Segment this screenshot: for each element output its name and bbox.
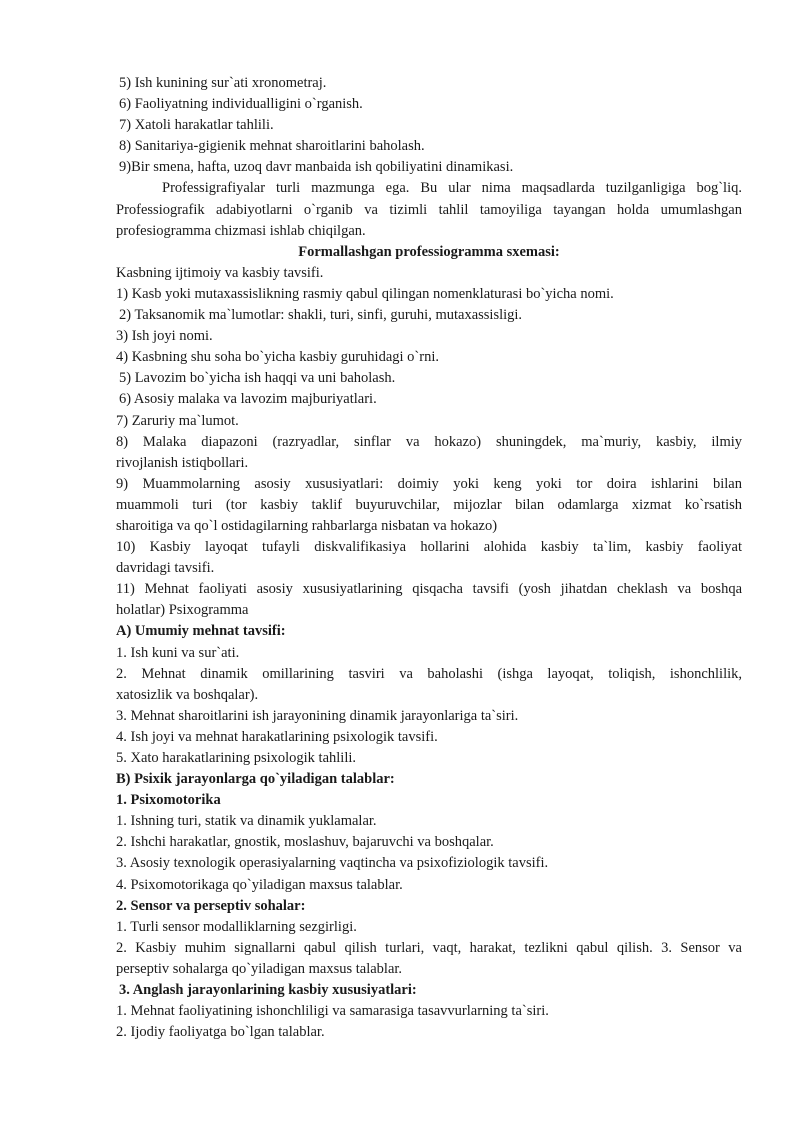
text-line: Professigrafiyalar turli mazmunga ega. Bu ular nima maqsadlarda tuzilganligiga bog`liq. <box>162 180 742 197</box>
text-line: 10) Kasbiy layoqat tufayli diskvalifikasiya hollarini alohida kasbiy ta`lim, kasbiy faoliyat <box>116 539 742 556</box>
text-line: 1. Psixomotorika <box>116 792 221 809</box>
text-line: profesiogramma chizmasi ishlab chiqilgan. <box>116 222 366 239</box>
text-line: 1. Ish kuni va sur`ati. <box>116 644 240 661</box>
text-line: 4. Psixomotorikaga qo`yiladigan maxsus talablar. <box>116 876 403 893</box>
text-line: 9)Bir smena, hafta, uzoq davr manbaida ish qobiliyatini dinamikasi. <box>119 159 514 176</box>
text-line: 6) Asosiy malaka va lavozim majburiyatlari. <box>119 391 377 408</box>
text-line: B) Psixik jarayonlarga qo`yiladigan talablar: <box>116 771 395 788</box>
text-line: Kasbning ijtimoiy va kasbiy tavsifi. <box>116 264 324 281</box>
text-line: 2. Mehnat dinamik omillarining tasviri va baholashi (ishga layoqat, toliqish, ishonchlilik, <box>116 665 742 682</box>
text-line: 1) Kasb yoki mutaxassislikning rasmiy qabul qilingan nomenklaturasi bo`yicha nomi. <box>116 285 614 302</box>
text-line: 8) Sanitariya-gigienik mehnat sharoitlarini baholash. <box>119 138 425 155</box>
text-line: 4. Ish joyi va mehnat harakatlarining psixologik tavsifi. <box>116 728 438 745</box>
text-line: 2) Taksanomik ma`lumotlar: shakli, turi, sinfi, guruhi, mutaxassisligi. <box>119 307 523 324</box>
text-line: 11) Mehnat faoliyati asosiy xususiyatlarining qisqacha tavsifi (yosh jihatdan cheklash va boshqa <box>116 581 742 598</box>
document-page <box>116 73 742 1043</box>
text-line: 2. Sensor va perseptiv sohalar: <box>116 897 306 914</box>
text-line: 5) Ish kunining sur`ati xronometraj. <box>119 75 327 91</box>
text-line: 5. Xato harakatlarining psixologik tahlili. <box>116 750 357 766</box>
text-line: 5) Lavozim bo`yicha ish haqqi va uni baholash. <box>119 370 396 387</box>
text-line: 3. Anglash jarayonlarining kasbiy xususiyatlari: <box>119 982 417 999</box>
text-line: 1. Mehnat faoliyatining ishonchliligi va samarasiga tasavvurlarning ta`siri. <box>116 1003 549 1020</box>
text-line: 3) Ish joyi nomi. <box>116 328 213 345</box>
text-line: 7) Xatoli harakatlar tahlili. <box>119 117 274 134</box>
text-line: 8) Malaka diapazoni (razryadlar, sinflar va hokazo) shuningdek, ma`muriy, kasbiy, ilmiy <box>116 433 742 450</box>
text-line: Professiografik adabiyotlarni o`rganib va tizimli tahlil tamoyiliga tayangan holda umumlashgan <box>116 201 742 218</box>
text-line: holatlar) Psixogramma <box>116 602 249 619</box>
text-line: davridagi tavsifi. <box>116 560 215 577</box>
text-line: 2. Ijodiy faoliyatga bo`lgan talablar. <box>116 1024 325 1041</box>
text-line: 6) Faoliyatning individualligini o`rganish. <box>119 96 363 113</box>
text-line: perseptiv sohalarga qo`yiladigan maxsus talablar. <box>116 960 403 977</box>
text-line: 3. Mehnat sharoitlarini ish jarayonining dinamik jarayonlariga ta`siri. <box>116 707 519 724</box>
text-line: 2. Ishchi harakatlar, gnostik, moslashuv, bajaruvchi va boshqalar. <box>116 834 494 851</box>
text-line: 9) Muammolarning asosiy xususiyatlari: doimiy yoki keng yoki tor doira ishlarini bilan <box>116 475 742 492</box>
text-line: 2. Kasbiy muhim signallarni qabul qilish turlari, vaqt, harakat, tezlikni qabul qilish. 3. Sensor va <box>116 939 742 956</box>
text-line: sharoitiga va qo`l ostidagilarning rahbarlarga nisbatan va hokazo) <box>116 517 498 534</box>
text-line: 1. Ishning turi, statik va dinamik yuklamalar. <box>116 813 377 830</box>
text-line: 4) Kasbning shu soha bo`yicha kasbiy guruhidagi o`rni. <box>116 349 439 366</box>
text-line: muammoli turi (tor kasbiy taklif buyuruvchilar, mijozlar bilan odamlarga xizmat ko`rsatish <box>116 496 742 513</box>
text-line: A) Umumiy mehnat tavsifi: <box>116 623 286 640</box>
text-line: Formallashgan professiogramma sxemasi: <box>298 243 560 260</box>
text-line: 7) Zaruriy ma`lumot. <box>116 412 239 429</box>
text-line: 3. Asosiy texnologik operasiyalarning vaqtincha va psixofiziologik tavsifi. <box>116 855 549 872</box>
text-line: xatosizlik va boshqalar). <box>116 686 259 703</box>
text-line: 1. Turli sensor modalliklarning sezgirligi. <box>116 918 357 935</box>
text-line: rivojlanish istiqbollari. <box>116 454 249 471</box>
